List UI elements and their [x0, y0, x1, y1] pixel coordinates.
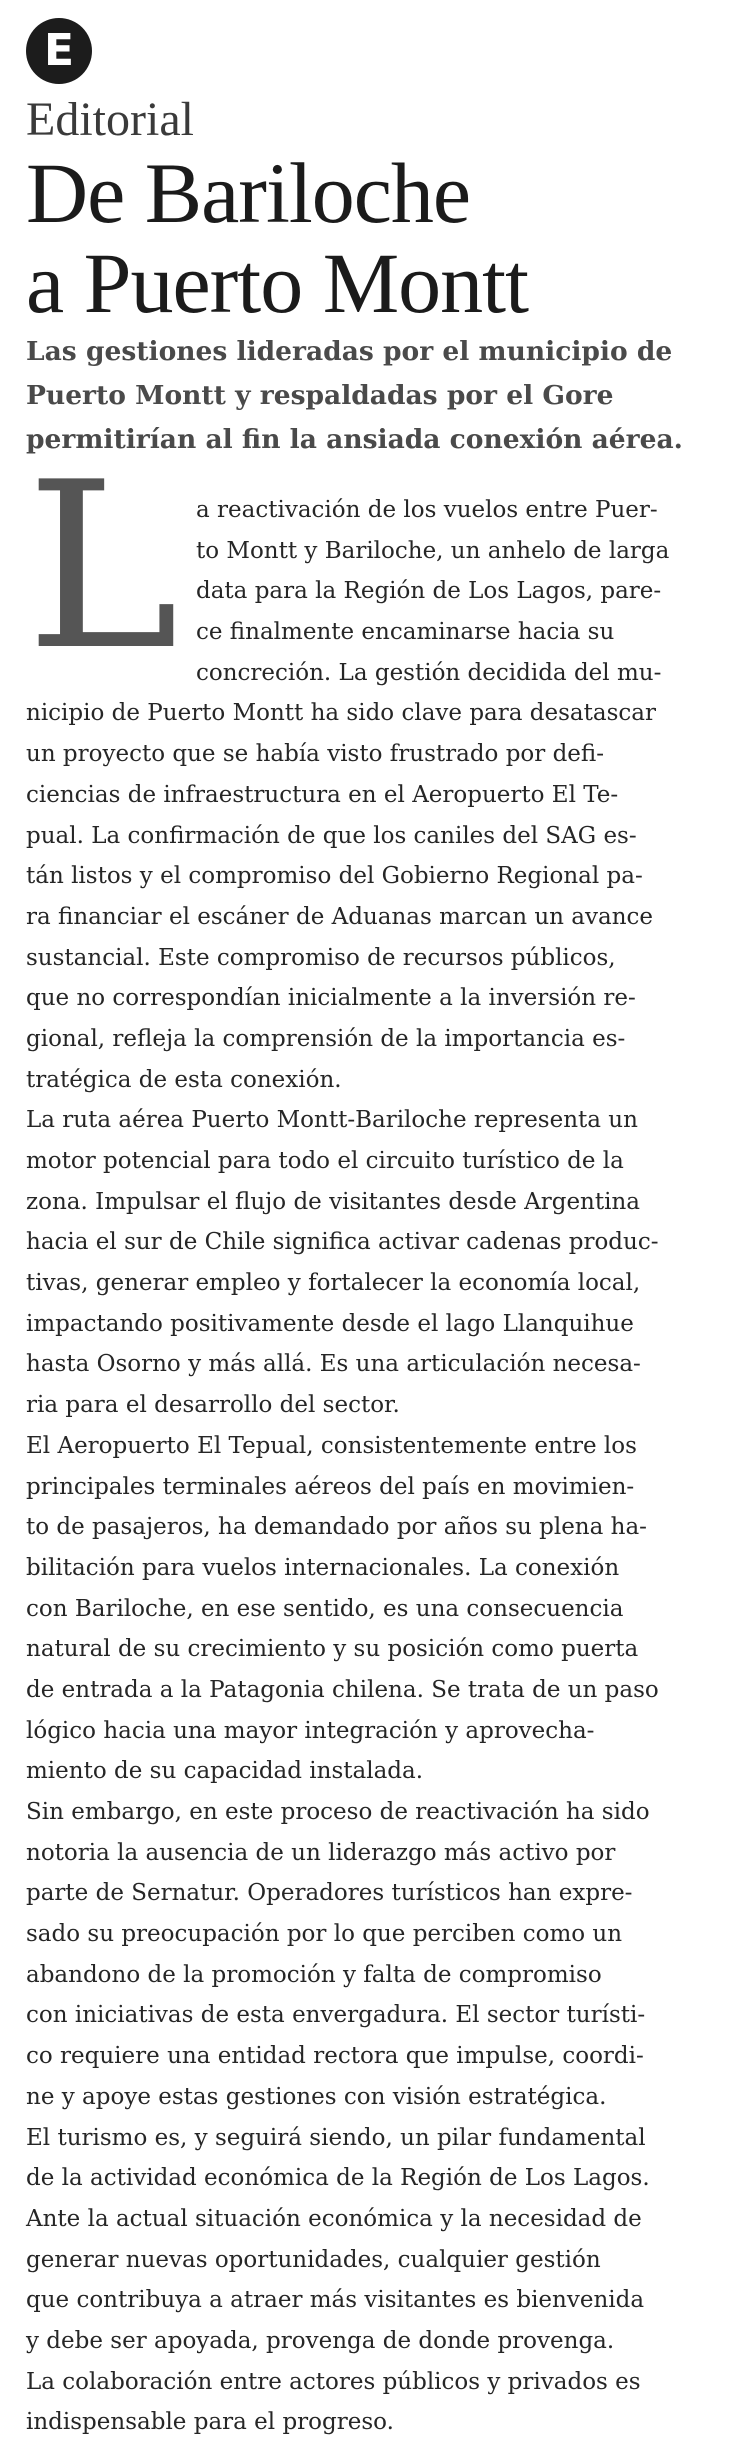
- article-line: de entrada a la Patagonia chilena. Se trata de un paso: [26, 1676, 659, 1703]
- editorial-badge: E: [26, 18, 92, 84]
- article-line: La colaboración entre actores públicos y privados es: [26, 2368, 641, 2395]
- article-line: La ruta aérea Puerto Montt-Bariloche representa un: [26, 1107, 638, 1134]
- article-line: motor potencial para todo el circuito turístico de la: [26, 1148, 624, 1174]
- article-line: ciencias de infraestructura en el Aeropuerto El Te-: [26, 781, 619, 808]
- article-line: con iniciativas de esta envergadura. El sector turísti-: [26, 2002, 646, 2029]
- article-line: parte de Sernatur. Operadores turísticos han expre-: [26, 1880, 633, 1907]
- article-line: tivas, generar empleo y fortalecer la economía local,: [26, 1270, 641, 1297]
- drop-cap: L: [26, 434, 179, 701]
- article-line: natural de su crecimiento y su posición como puerta: [26, 1636, 639, 1663]
- article-line: bilitación para vuelos internacionales. La conexión: [26, 1554, 620, 1581]
- article-line: notoria la ausencia de un liderazgo más activo por: [26, 1839, 616, 1866]
- article-line: Sin embargo, en este proceso de reactivación ha sido: [26, 1799, 650, 1825]
- article-line: con Bariloche, en ese sentido, es una consecuencia: [26, 1595, 624, 1622]
- article-line: que contribuya a atraer más visitantes es bienvenida: [26, 2287, 645, 2314]
- section-label: Editorial: [26, 93, 194, 146]
- article-line: generar nuevas oportunidades, cualquier gestión: [26, 2246, 601, 2273]
- deck-line: Puerto Montt y respaldadas por el Gore: [26, 380, 614, 411]
- article-line: nicipio de Puerto Montt ha sido clave para desatascar: [26, 700, 656, 727]
- article-line: to Montt y Bariloche, un anhelo de larga: [196, 537, 670, 564]
- article-line: El turismo es, y seguirá siendo, un pilar fundamental: [26, 2124, 646, 2151]
- article-line: hasta Osorno y más allá. Es una articulación necesa-: [26, 1351, 641, 1378]
- article-line: tán listos y el compromiso del Gobierno Regional pa-: [26, 863, 643, 890]
- article-line: indispensable para el progreso.: [26, 2409, 394, 2436]
- article-line: sado su preocupación por lo que perciben como un: [26, 1921, 623, 1948]
- deck-line: permitirían al fin la ansiada conexión aérea.: [26, 424, 683, 455]
- article-line: data para la Región de Los Lagos, pare-: [196, 578, 662, 605]
- article-line: ne y apoye estas gestiones con visión estratégica.: [26, 2083, 607, 2110]
- article-line: miento de su capacidad instalada.: [26, 1758, 424, 1785]
- headline: [26, 145, 726, 331]
- article-line: sustancial. Este compromiso de recursos públicos,: [26, 944, 616, 971]
- article-line: Ante la actual situación económica y la necesidad de: [26, 2205, 642, 2232]
- article-line: El Aeropuerto El Tepual, consistentemente entre los: [26, 1432, 637, 1459]
- article-line: concreción. La gestión decidida del mu-: [196, 659, 662, 686]
- article-line: principales terminales aéreos del país en movimien-: [26, 1473, 635, 1500]
- article-line: lógico hacia una mayor integración y aprovecha-: [26, 1717, 595, 1744]
- article-line: abandono de la promoción y falta de compromiso: [26, 1961, 602, 1988]
- article-body: [26, 490, 726, 2443]
- article-line: impactando positivamente desde el lago Llanquihue: [26, 1310, 634, 1337]
- article-line: tratégica de esta conexión.: [26, 1066, 342, 1093]
- article-line: y debe ser apoyada, provenga de donde provenga.: [26, 2327, 615, 2354]
- article-line: a reactivación de los vuelos entre Puer-: [196, 497, 658, 523]
- headline-line: De Bariloche: [26, 145, 471, 241]
- article-line: ria para el desarrollo del sector.: [26, 1392, 400, 1419]
- article-line: ce finalmente encaminarse hacia su: [196, 619, 615, 646]
- article-line: zona. Impulsar el flujo de visitantes desde Argentina: [26, 1188, 640, 1215]
- deck-line: Las gestiones lideradas por el municipio de: [26, 336, 673, 367]
- article-line: gional, refleja la comprensión de la importancia es-: [26, 1025, 626, 1052]
- article-line: hacia el sur de Chile significa activar cadenas produc-: [26, 1229, 659, 1256]
- article-line: to de pasajeros, ha demandado por años su plena ha-: [26, 1514, 647, 1541]
- article-line: ra financiar el escáner de Aduanas marcan un avance: [26, 903, 654, 930]
- article-line: de la actividad económica de la Región de Los Lagos.: [26, 2165, 650, 2192]
- article-line: pual. La confirmación de que los caniles del SAG es-: [26, 822, 637, 849]
- headline-line: a Puerto Montt: [26, 235, 528, 331]
- article-line: que no correspondían inicialmente a la inversión re-: [26, 985, 636, 1012]
- article-line: co requiere una entidad rectora que impulse, coordi-: [26, 2043, 644, 2070]
- article-line: un proyecto que se había visto frustrado por defi-: [26, 741, 605, 768]
